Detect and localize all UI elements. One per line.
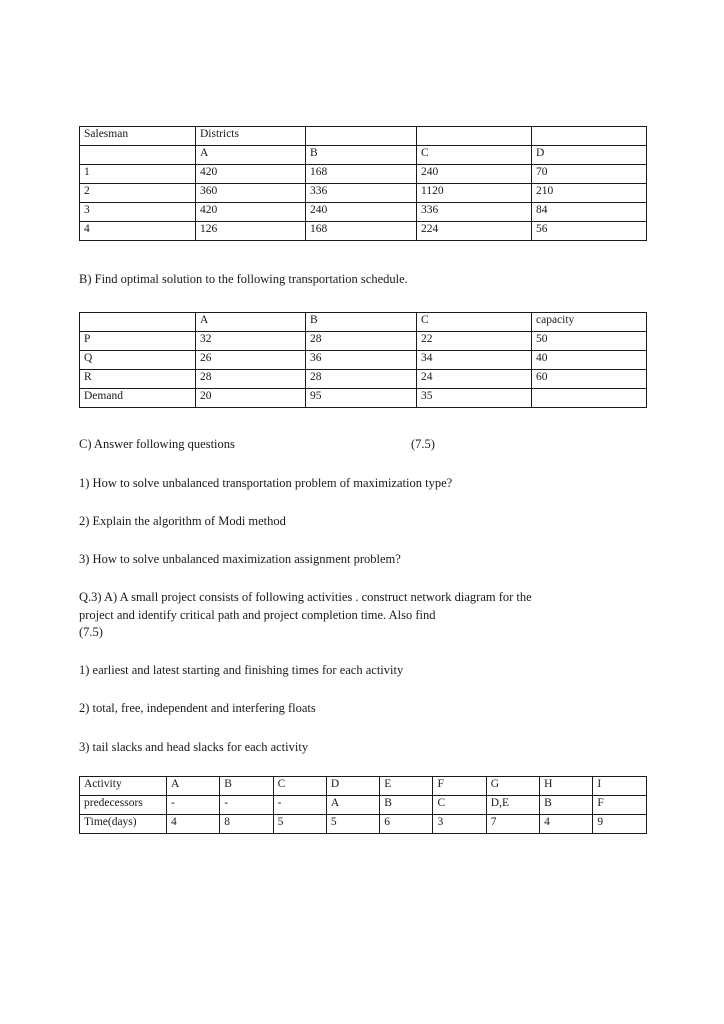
document-content — [79, 126, 646, 834]
table-row — [80, 389, 647, 408]
table-cell: B — [306, 146, 417, 165]
spacer — [79, 679, 646, 700]
table-cell: Q — [80, 351, 196, 370]
section-c-question-3: 3) How to solve unbalanced maximization assignment problem? — [79, 552, 401, 566]
table-cell: 9 — [593, 814, 646, 833]
question-3-sub-2: 2) total, free, independent and interfering floats — [79, 701, 316, 716]
table-cell: 22 — [417, 332, 532, 351]
transportation-schedule-table — [79, 312, 647, 408]
table-cell: 70 — [532, 165, 647, 184]
table-row — [80, 222, 647, 241]
spacer — [79, 241, 646, 271]
table-cell: E — [380, 776, 433, 795]
table-cell: H — [540, 776, 593, 795]
question-3-sub-1: 1) earliest and latest starting and finishing times for each activity — [79, 663, 404, 677]
table-cell: A — [196, 146, 306, 165]
section-c-heading: C) Answer following questions — [79, 437, 235, 452]
table-cell: C — [417, 146, 532, 165]
table-cell: 1 — [80, 165, 196, 184]
table-cell: 360 — [196, 184, 306, 203]
table-cell: 28 — [306, 332, 417, 351]
question-3-line-1: Q.3) A) A small project consists of following activities . construct network diagram for the — [79, 590, 532, 605]
table-cell: 35 — [417, 389, 532, 408]
spacer — [79, 718, 646, 739]
table-cell: C — [273, 776, 326, 795]
table-cell: 168 — [306, 222, 417, 241]
table-cell: Salesman — [80, 127, 196, 146]
table-cell: capacity — [532, 313, 647, 332]
table-row — [80, 184, 647, 203]
table-cell: R — [80, 370, 196, 389]
table-cell: D,E — [486, 795, 539, 814]
table-cell: 336 — [306, 184, 417, 203]
table-cell: 4 — [80, 222, 196, 241]
table-cell — [80, 313, 196, 332]
table-cell: 60 — [532, 370, 647, 389]
table-cell: 20 — [196, 389, 306, 408]
table-cell: 2 — [80, 184, 196, 203]
question-3-marks: (7.5) — [79, 624, 103, 639]
spacer — [79, 530, 646, 551]
table-cell: Demand — [80, 389, 196, 408]
table-row — [80, 127, 647, 146]
table-cell: 50 — [532, 332, 647, 351]
table-cell: 3 — [433, 814, 486, 833]
table-cell: 126 — [196, 222, 306, 241]
activity-predecessor-time-table — [79, 776, 647, 834]
table-cell: 420 — [196, 165, 306, 184]
table-cell: A — [196, 313, 306, 332]
table-cell: Activity — [80, 776, 167, 795]
table-cell: 1120 — [417, 184, 532, 203]
table-cell: 168 — [306, 165, 417, 184]
table-cell: B — [220, 776, 273, 795]
table-row — [80, 795, 647, 814]
table-cell: D — [326, 776, 379, 795]
table-cell — [532, 127, 647, 146]
spacer — [79, 288, 646, 312]
table-cell: B — [306, 313, 417, 332]
question-3-sub-3: 3) tail slacks and head slacks for each activity — [79, 739, 309, 754]
spacer — [79, 568, 646, 589]
table-cell: B — [380, 795, 433, 814]
table-cell: Districts — [196, 127, 306, 146]
table-cell: 420 — [196, 203, 306, 222]
section-c-question-2: 2) Explain the algorithm of Modi method — [79, 513, 286, 528]
question-3-line-2: project and identify critical path and project completion time. Also find — [79, 607, 436, 622]
table-cell: 5 — [326, 814, 379, 833]
table-cell: - — [167, 795, 220, 814]
table-cell: Time(days) — [80, 814, 167, 833]
table-cell — [417, 127, 532, 146]
table-row — [80, 776, 647, 795]
table-cell: 40 — [532, 351, 647, 370]
table-cell: 7 — [486, 814, 539, 833]
table-cell: F — [593, 795, 646, 814]
table-cell: B — [540, 795, 593, 814]
table-cell: 336 — [417, 203, 532, 222]
table-cell: F — [433, 776, 486, 795]
table-cell: 56 — [532, 222, 647, 241]
spacer — [79, 756, 646, 776]
table-cell — [80, 146, 196, 165]
table-cell: 240 — [417, 165, 532, 184]
spacer — [79, 408, 646, 436]
table-cell: 28 — [196, 370, 306, 389]
section-b-text: B) Find optimal solution to the following transportation schedule. — [79, 272, 408, 286]
table-cell: - — [273, 795, 326, 814]
table-row — [80, 332, 647, 351]
table-cell: 240 — [306, 203, 417, 222]
table-cell: 8 — [220, 814, 273, 833]
table-cell: 28 — [306, 370, 417, 389]
table-row — [80, 351, 647, 370]
table-row — [80, 313, 647, 332]
table-cell: 34 — [417, 351, 532, 370]
table-cell: G — [486, 776, 539, 795]
table-cell: 3 — [80, 203, 196, 222]
table-cell: 224 — [417, 222, 532, 241]
table-cell: 36 — [306, 351, 417, 370]
table-cell: 6 — [380, 814, 433, 833]
salesman-districts-table — [79, 126, 647, 241]
table-cell: A — [326, 795, 379, 814]
table-cell — [306, 127, 417, 146]
section-c-marks: (7.5) — [411, 437, 435, 452]
table-cell: P — [80, 332, 196, 351]
table-cell: 5 — [273, 814, 326, 833]
table-cell: D — [532, 146, 647, 165]
table-row — [80, 165, 647, 184]
section-c-question-1: 1) How to solve unbalanced transportation problem of maximization type? — [79, 475, 453, 490]
table-cell: 32 — [196, 332, 306, 351]
spacer — [79, 641, 646, 662]
table-cell: C — [417, 313, 532, 332]
table-row — [80, 370, 647, 389]
table-cell: 210 — [532, 184, 647, 203]
table-cell: 4 — [540, 814, 593, 833]
table-cell: A — [167, 776, 220, 795]
table-cell: I — [593, 776, 646, 795]
table-cell: 84 — [532, 203, 647, 222]
spacer — [79, 454, 646, 475]
table-cell: 4 — [167, 814, 220, 833]
table-cell — [532, 389, 647, 408]
table-cell: C — [433, 795, 486, 814]
table-cell: - — [220, 795, 273, 814]
table-cell: 95 — [306, 389, 417, 408]
table-cell: 24 — [417, 370, 532, 389]
table-row — [80, 146, 647, 165]
table-cell: 26 — [196, 351, 306, 370]
spacer — [79, 492, 646, 513]
table-cell: predecessors — [80, 795, 167, 814]
section-c-heading-row — [79, 436, 646, 453]
table-row — [80, 814, 647, 833]
table-row — [80, 203, 647, 222]
